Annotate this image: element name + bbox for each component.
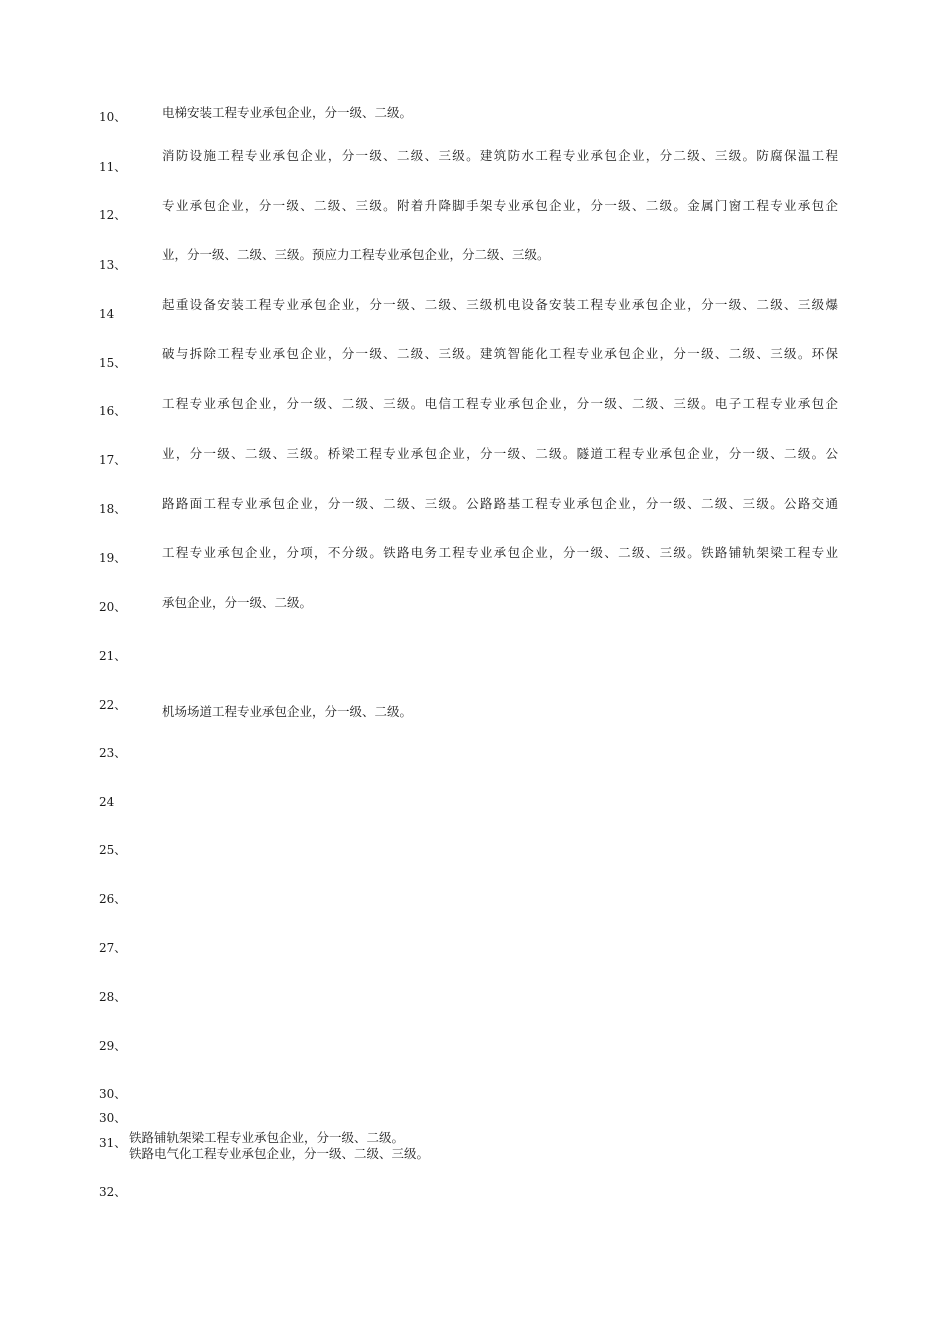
line-number: 12、 bbox=[99, 208, 127, 222]
line-number: 22、 bbox=[99, 698, 127, 712]
line-number: 24 bbox=[99, 795, 115, 809]
line-number: 23、 bbox=[99, 746, 127, 760]
line-number: 20、 bbox=[99, 600, 127, 614]
line-number: 31、 bbox=[99, 1136, 127, 1150]
line-number: 28、 bbox=[99, 990, 127, 1004]
line-number: 18、 bbox=[99, 502, 127, 516]
line-number: 10、 bbox=[99, 110, 127, 124]
text-line: 铁路铺轨架梁工程专业承包企业，分一级、二级。 bbox=[129, 1130, 405, 1145]
line-number: 17、 bbox=[99, 453, 127, 467]
line-number: 26、 bbox=[99, 892, 127, 906]
text-line: 工程专业承包企业，分项，不分级。铁路电务工程专业承包企业，分一级、二级、三级。铁路铺轨架梁工程专业 bbox=[162, 545, 838, 560]
line-number: 15、 bbox=[99, 356, 127, 370]
line-number: 30、 bbox=[99, 1111, 127, 1125]
text-line: 破与拆除工程专业承包企业，分一级、二级、三级。建筑智能化工程专业承包企业，分一级、二级、三级。环保 bbox=[162, 346, 838, 361]
text-line: 专业承包企业，分一级、二级、三级。附着升降脚手架专业承包企业，分一级、二级。金属门窗工程专业承包企 bbox=[162, 198, 838, 213]
line-number: 32、 bbox=[99, 1185, 127, 1199]
text-line: 业，分一级、二级、三级。桥梁工程专业承包企业，分一级、二级。隧道工程专业承包企业，分一级、二级。公 bbox=[162, 446, 838, 461]
text-line: 消防设施工程专业承包企业，分一级、二级、三级。建筑防水工程专业承包企业，分二级、三级。防腐保温工程 bbox=[162, 148, 838, 163]
line-number: 21、 bbox=[99, 649, 127, 663]
text-line: 电梯安装工程专业承包企业，分一级、二级。 bbox=[162, 105, 413, 120]
line-number: 30、 bbox=[99, 1087, 127, 1101]
line-number: 11、 bbox=[99, 160, 127, 174]
text-line: 机场场道工程专业承包企业，分一级、二级。 bbox=[162, 704, 413, 719]
line-number: 16、 bbox=[99, 404, 127, 418]
text-line: 起重设备安装工程专业承包企业，分一级、二级、三级机电设备安装工程专业承包企业，分一级、二级、三级爆 bbox=[162, 297, 838, 312]
text-line: 工程专业承包企业，分一级、二级、三级。电信工程专业承包企业，分一级、二级、三级。电子工程专业承包企 bbox=[162, 396, 838, 411]
line-number: 29、 bbox=[99, 1039, 127, 1053]
line-number: 27、 bbox=[99, 941, 127, 955]
text-line: 铁路电气化工程专业承包企业，分一级、二级、三级。 bbox=[129, 1146, 430, 1161]
line-number: 13、 bbox=[99, 258, 127, 272]
text-line: 承包企业，分一级、二级。 bbox=[162, 595, 313, 610]
line-number: 14 bbox=[99, 307, 115, 321]
text-line: 业，分一级、二级、三级。预应力工程专业承包企业，分二级、三级。 bbox=[162, 247, 550, 262]
line-number: 19、 bbox=[99, 551, 127, 565]
text-line: 路路面工程专业承包企业，分一级、二级、三级。公路路基工程专业承包企业，分一级、二级、三级。公路交通 bbox=[162, 496, 838, 511]
line-number: 25、 bbox=[99, 843, 127, 857]
